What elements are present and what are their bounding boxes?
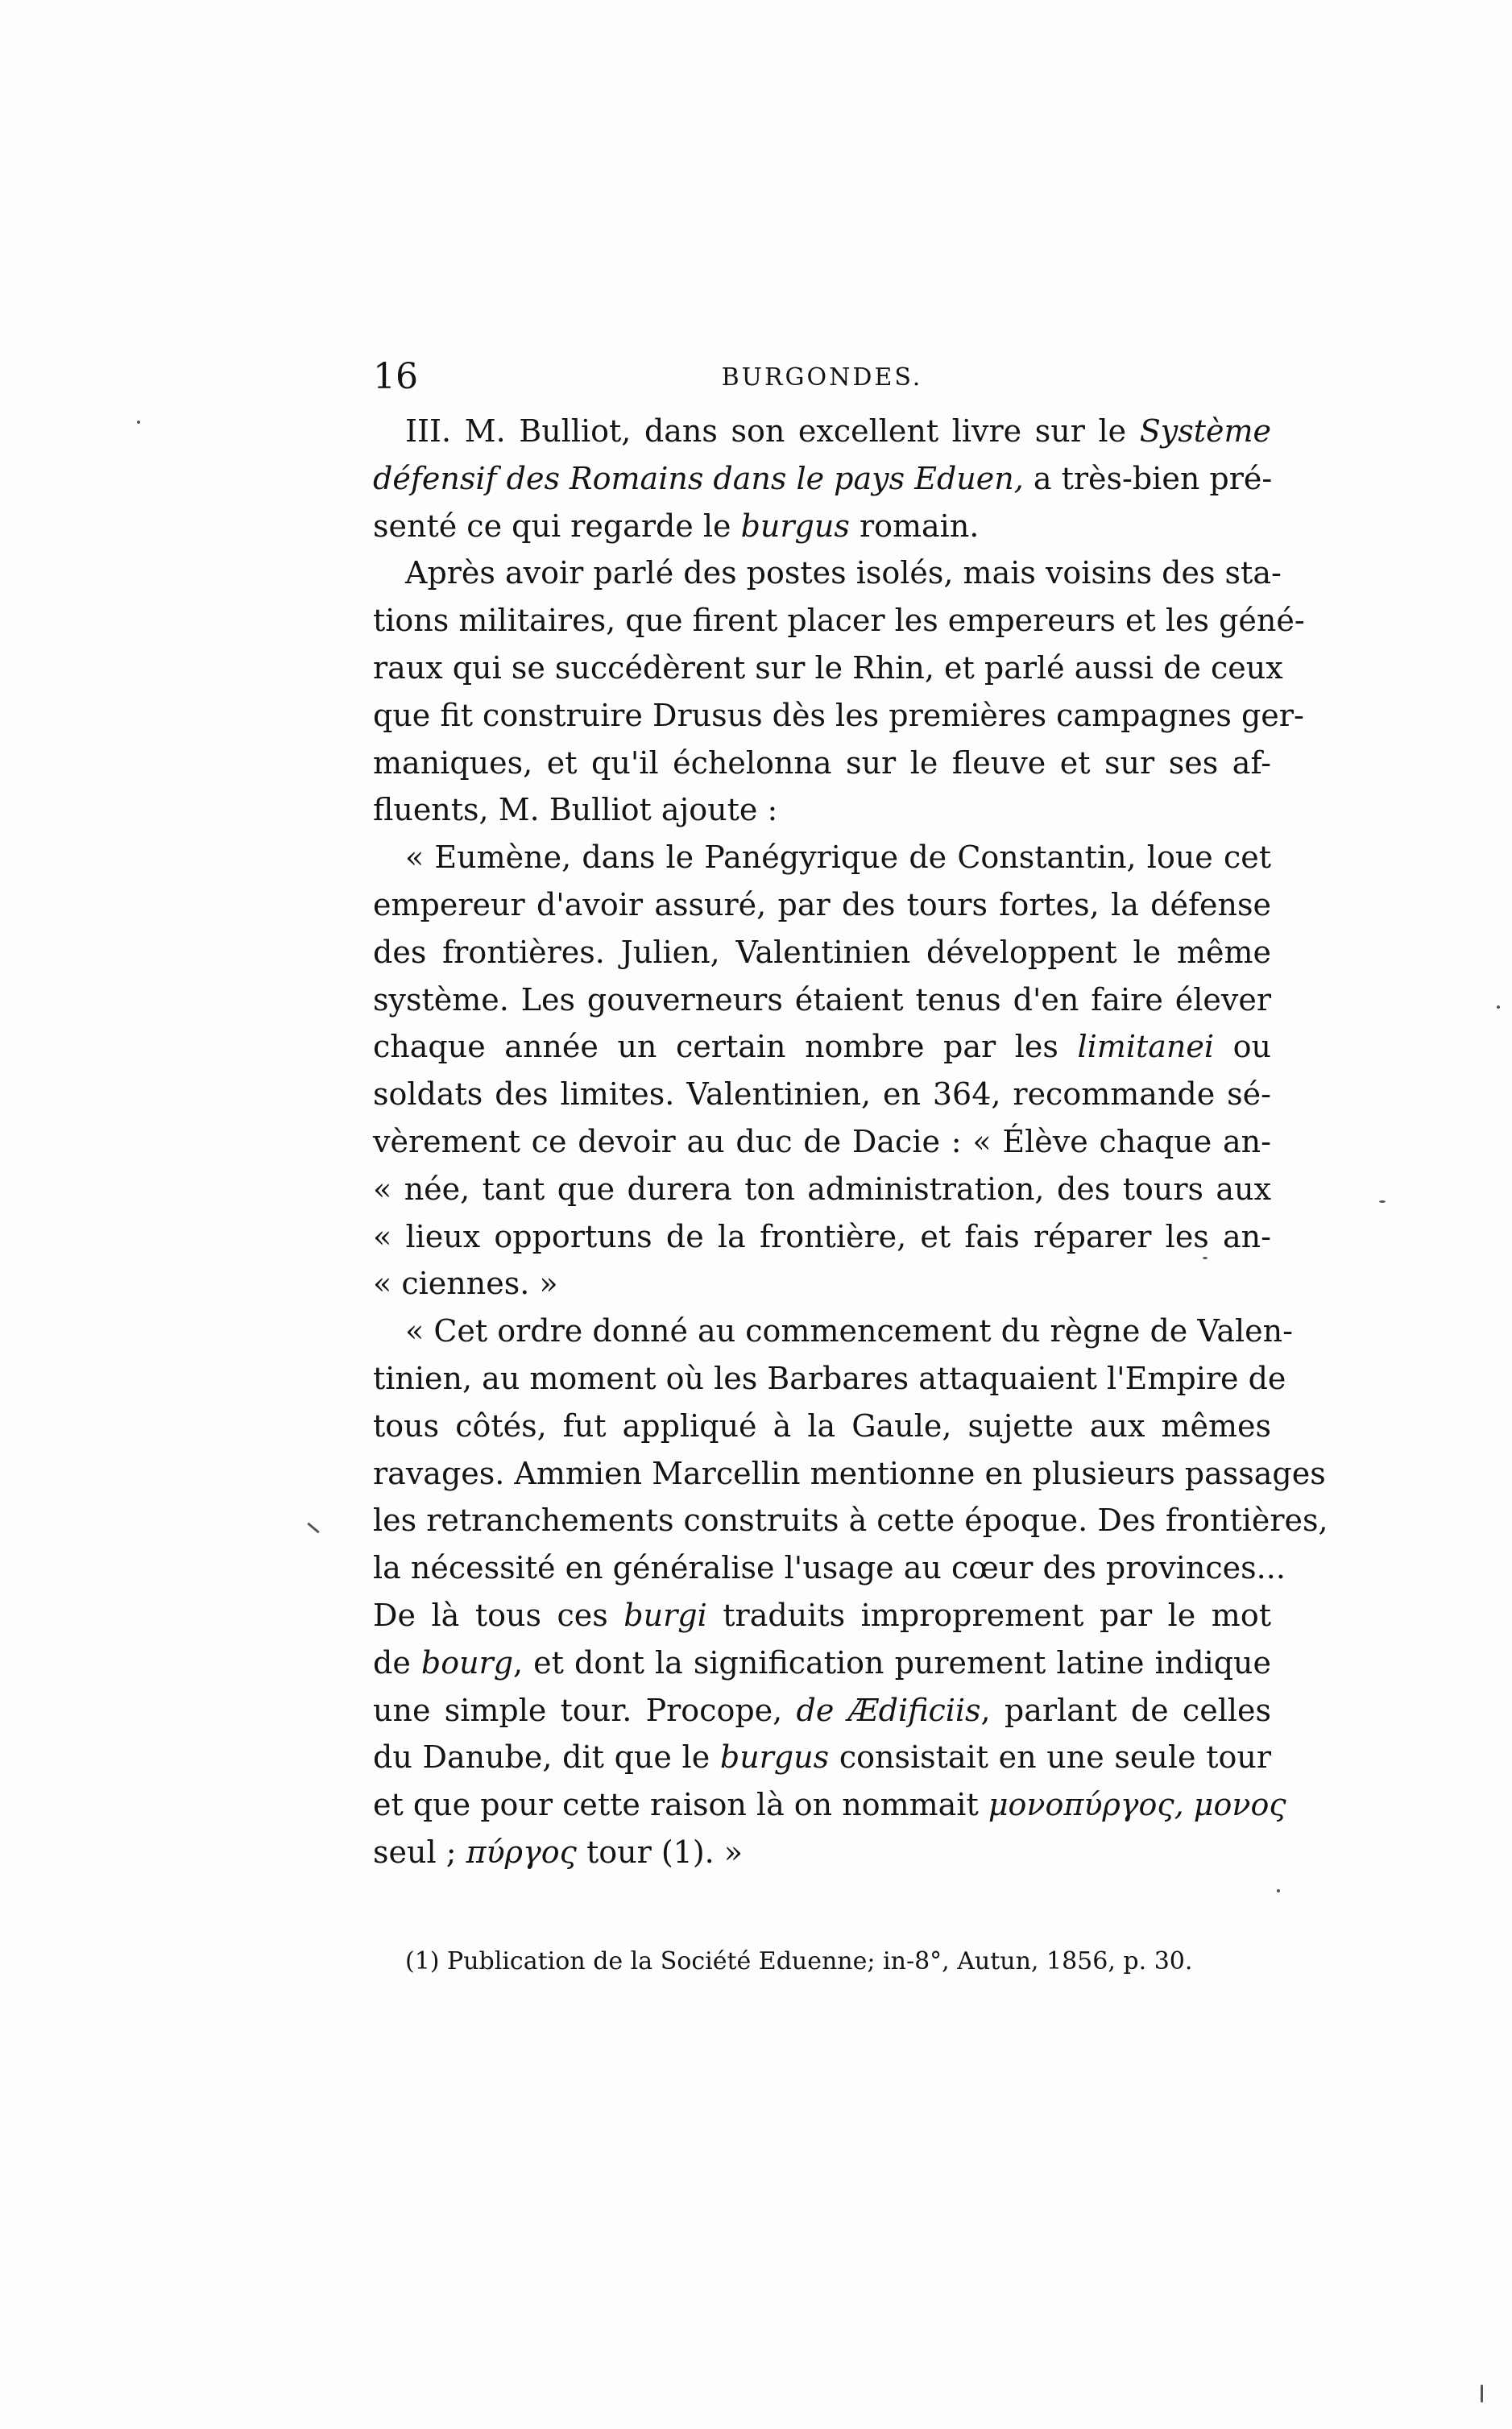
scan-speck	[1379, 1200, 1386, 1203]
text-line: seul ; πύργος tour (1). »	[373, 1834, 744, 1870]
text-line: « Cet ordre donné au commencement du règne de Valen-	[405, 1313, 1293, 1349]
text-line: et que pour cette raison là on nommait μονοπύργος, μονος	[373, 1787, 1286, 1823]
text-line: empereur d'avoir assuré, par des tours fortes, la défense	[373, 886, 1271, 922]
scan-speck	[1497, 1005, 1500, 1009]
text-line: « Eumène, dans le Panégyrique de Constantin, loue cet	[405, 839, 1271, 876]
scan-speck	[1203, 1257, 1208, 1259]
page-header	[373, 353, 1271, 401]
text-line: « née, tant que durera ton administration, des tours aux	[373, 1171, 1271, 1207]
footnote: (1) Publication de la Société Eduenne; in-8°, Autun, 1856, p. 30.	[405, 1947, 1193, 1975]
scan-speck	[1277, 1889, 1280, 1892]
text-line: du Danube, dit que le burgus consistait en une seule tour	[373, 1739, 1271, 1776]
text-line: Après avoir parlé des postes isolés, mais voisins des sta-	[405, 555, 1282, 591]
text-line: raux qui se succédèrent sur le Rhin, et parlé aussi de ceux	[373, 649, 1283, 686]
scan-speck	[137, 421, 140, 424]
text-line: des frontières. Julien, Valentinien développent le même	[373, 934, 1271, 970]
text-line: tions militaires, que firent placer les empereurs et les géné-	[373, 603, 1305, 639]
scan-speck	[307, 1523, 320, 1534]
text-line: de bourg, et dont la signification purement latine indique	[373, 1644, 1271, 1681]
text-line: que fit construire Drusus dès les premières campagnes ger-	[373, 697, 1304, 733]
running-head: BURGONDES.	[721, 363, 923, 392]
text-line: vèrement ce devoir au duc de Dacie : « Élève chaque an-	[373, 1123, 1271, 1159]
text-line: « ciennes. »	[373, 1266, 558, 1302]
text-line: tinien, au moment où les Barbares attaquaient l'Empire de	[373, 1360, 1286, 1396]
text-line: une simple tour. Procope, de Ædificiis, parlant de celles	[373, 1692, 1271, 1728]
scan-speck	[1481, 2385, 1483, 2402]
body-text	[373, 408, 1328, 1876]
text-line: chaque année un certain nombre par les limitanei ou	[373, 1029, 1271, 1065]
text-line: « lieux opportuns de la frontière, et fais réparer les an-	[373, 1218, 1271, 1254]
text-line: III. M. Bulliot, dans son excellent livre sur le Système	[405, 413, 1271, 449]
text-line: les retranchements construits à cette époque. Des frontières,	[373, 1503, 1328, 1539]
text-line: soldats des limites. Valentinien, en 364, recommande sé-	[373, 1076, 1271, 1113]
text-line: fluents, M. Bulliot ajoute :	[373, 792, 778, 828]
text-line: senté ce qui regarde le burgus romain.	[373, 508, 980, 544]
text-line: maniques, et qu'il échelonna sur le fleuve et sur ses af-	[373, 744, 1271, 781]
page-number: 16	[373, 356, 418, 397]
text-line: ravages. Ammien Marcellin mentionne en plusieurs passages	[373, 1455, 1326, 1491]
text-line: la nécessité en généralise l'usage au cœur des provinces...	[373, 1550, 1286, 1586]
text-line: tous côtés, fut appliqué à la Gaule, sujette aux mêmes	[373, 1407, 1271, 1444]
text-line: De là tous ces burgi traduits improprement par le mot	[373, 1597, 1271, 1633]
text-line: système. Les gouverneurs étaient tenus d'en faire élever	[373, 981, 1271, 1018]
text-line: défensif des Romains dans le pays Eduen, a très-bien pré-	[373, 460, 1273, 496]
